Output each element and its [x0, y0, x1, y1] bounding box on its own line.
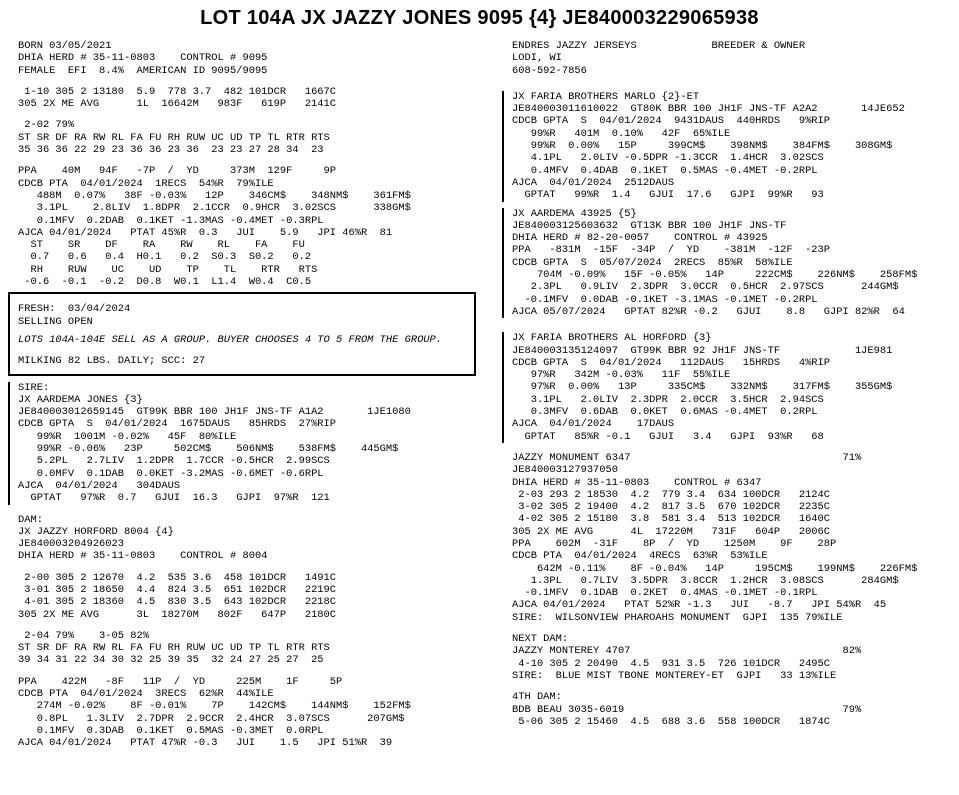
- classification-block: [18, 119, 493, 156]
- dam-classification-block: [18, 630, 493, 667]
- text-line: AJCA 04/01/2024 PTAT 47%R -0.3 JUI 1.5 JPI 51%R 39: [18, 737, 393, 750]
- text-line: DHIA HERD # 35-11-0803 CONTROL # 6347: [512, 476, 762, 489]
- text-line: GPTAT 85%R -0.1 GJUI 3.4 GJPI 93%R 68: [512, 430, 824, 443]
- text-line: 0.3MFV 0.6DAB 0.0KET 0.6MAS -0.4MET 0.2RPL: [512, 406, 818, 419]
- text-line: 0.0MFV 0.1DAB 0.0KET -3.2MAS -0.6MET -0.6RPL: [18, 467, 324, 480]
- text-line: 97%R 342M -0.03% 11F 55%ILE: [512, 369, 731, 382]
- text-line: JE840003011610022 GT80K BBR 100 JH1F JNS-TF A2A2 14JE652: [512, 103, 905, 116]
- text-line: 642M -0.11% 8F -0.04% 14P 195CM$ 199NM$ 226FM$: [512, 562, 918, 575]
- text-line: RH RUW UC UD TP TL RTR RTS: [18, 263, 318, 276]
- text-line: 4.1PL 2.0LIV -0.5DPR -1.3CCR 1.4HCR 3.02SCS: [512, 152, 824, 165]
- text-line: JX JAZZY HORFORD 8004 {4}: [18, 525, 174, 538]
- text-line: 0.7 0.6 0.4 H0.1 0.2 S0.3 S0.2 0.2: [18, 251, 312, 264]
- breeder-block: [512, 40, 952, 77]
- text-line: 97%R 0.00% 13P 335CM$ 332NM$ 317FM$ 355GM$: [512, 381, 893, 394]
- sire-block: [8, 382, 493, 505]
- text-line: FEMALE EFI 8.4% AMERICAN ID 9095/9095: [18, 64, 268, 77]
- text-line: 704M -0.09% 15F -0.05% 14P 222CM$ 226NM$ 258FM$: [512, 269, 918, 282]
- text-line: 99%R 0.00% 15P 399CM$ 398NM$ 384FM$ 308GM$: [512, 140, 893, 153]
- fresh-selling-box: [8, 292, 476, 375]
- aardema-block: [502, 208, 952, 319]
- text-line: CDCB PTA 04/01/2024 3RECS 62%R 44%ILE: [18, 688, 274, 701]
- production-records-block: [18, 86, 493, 111]
- text-line: ST SR DF RA RW RL FA FU RH RUW UC UD TP TL RTR RTS: [18, 131, 330, 144]
- text-line: AJCA 04/01/2024 17DAUS: [512, 418, 675, 431]
- text-line: 5.2PL 2.7LIV 1.2DPR 1.7CCR -0.5HCR 2.99SCS: [18, 455, 330, 468]
- text-line: DHIA HERD # 35-11-0803 CONTROL # 9095: [18, 52, 268, 65]
- genetics-block: [18, 165, 493, 288]
- text-line: 488M 0.07% 38F -0.03% 12P 346CM$ 348NM$ 361FM$: [18, 189, 411, 202]
- text-line: 2-02 79%: [18, 119, 75, 132]
- text-line: 0.1MFV 0.3DAB 0.1KET 0.5MAS -0.3MET 0.0RPL: [18, 724, 324, 737]
- text-line: 0.4MFV 0.4DAB 0.1KET 0.5MAS -0.4MET -0.2RPL: [512, 164, 818, 177]
- text-line: PPA 40M 94F -7P / YD 373M 129F 9P: [18, 165, 337, 178]
- text-line: CDCB GPTA S 04/01/2024 1675DAUS 85HRDS 27%RIP: [18, 418, 337, 431]
- text-line: JE840003135124097 GT99K BBR 92 JH1F JNS-TF 1JE981: [512, 344, 893, 357]
- next-dam-block: [512, 633, 952, 682]
- text-line: 0.8PL 1.3LIV 2.7DPR 2.9CCR 2.4HCR 3.07SCS 207GM$: [18, 712, 405, 725]
- text-line: AJCA 04/01/2024 304DAUS: [18, 479, 181, 492]
- text-line: JAZZY MONTEREY 4707 82%: [512, 645, 862, 658]
- text-line: 2.3PL 0.9LIV 2.3DPR 3.0CCR 0.5HCR 2.97SCS 244GM$: [512, 281, 899, 294]
- milking-note: MILKING 82 LBS. DAILY; SCC: 27: [18, 355, 206, 368]
- text-line: CDCB PTA 04/01/2024 4RECS 63%R 53%ILE: [512, 550, 768, 563]
- text-line: -0.6 -0.1 -0.2 D0.8 W0.1 L1.4 W0.4 C0.5: [18, 276, 312, 289]
- text-line: CDCB GPTA S 04/01/2024 112DAUS 15HRDS 4%RIP: [512, 356, 831, 369]
- text-line: SIRE:: [18, 381, 50, 394]
- text-line: SIRE: BLUE MIST TBONE MONTEREY-ET GJPI 33 13%ILE: [512, 669, 837, 682]
- text-line: 4-02 305 2 15180 3.8 581 3.4 513 102DCR 1640C: [512, 513, 831, 526]
- dam-genetics-block: [18, 676, 493, 750]
- text-line: BDB BEAU 3035-6019 79%: [512, 703, 862, 716]
- text-line: ST SR DF RA RW RL FA FU RH RUW UC UD TP TL RTR RTS: [18, 642, 330, 655]
- animal-header-block: [18, 40, 493, 77]
- text-line: 35 36 36 22 29 23 36 36 23 36 23 23 27 28 34 23: [18, 144, 324, 157]
- text-line: 5-06 305 2 15460 4.5 688 3.6 558 100DCR 1874C: [512, 715, 831, 728]
- text-line: ST SR DF RA RW RL FA FU: [18, 239, 305, 252]
- text-line: 4-01 305 2 18360 4.5 830 3.5 643 102DCR 2218C: [18, 596, 337, 609]
- text-line: 2-04 79% 3-05 82%: [18, 629, 149, 642]
- second-dam-block: [512, 452, 952, 624]
- text-line: AJCA 04/01/2024 2512DAUS: [512, 176, 675, 189]
- text-line: JX AARDEMA 43925 {5}: [512, 207, 637, 220]
- text-line: JAZZY MONUMENT 6347 71%: [512, 451, 862, 464]
- text-line: DAM:: [18, 513, 43, 526]
- text-line: 305 2X ME AVG 3L 18270M 802F 647P 2180C: [18, 608, 337, 621]
- text-line: 4-10 305 2 20490 4.5 931 3.5 726 101DCR 2495C: [512, 657, 831, 670]
- dam-records-block: [18, 572, 493, 621]
- fresh-date: FRESH: 03/04/2024: [18, 303, 131, 316]
- text-line: SIRE: WILSONVIEW PHAROAHS MONUMENT GJPI 135 79%ILE: [512, 611, 843, 624]
- dam-header-block: [18, 514, 493, 563]
- text-line: -0.1MFV 0.1DAB 0.2KET 0.4MAS -0.1MET -0.1RPL: [512, 587, 818, 600]
- text-line: 274M -0.02% 8F -0.01% 7P 142CM$ 144NM$ 152FM$: [18, 700, 411, 713]
- text-line: 608-592-7856: [512, 64, 587, 77]
- maternal-grandsire-block: [502, 91, 952, 202]
- text-line: JX FARIA BROTHERS MARLO {2}-ET: [512, 90, 700, 103]
- text-line: 39 34 31 22 34 30 32 25 39 35 32 24 27 25 27 25: [18, 654, 324, 667]
- text-line: AJCA 04/01/2024 PTAT 52%R -1.3 JUI -8.7 JPI 54%R 45: [512, 599, 887, 612]
- text-line: LODI, WI: [512, 52, 562, 65]
- text-line: BORN 03/05/2021: [18, 40, 112, 52]
- text-line: 305 2X ME AVG 1L 16642M 983F 619P 2141C: [18, 98, 337, 111]
- text-line: PPA 422M -8F 11P / YD 225M 1F 5P: [18, 675, 343, 688]
- text-line: AJCA 05/07/2024 GPTAT 82%R -0.2 GJUI 8.8 GJPI 82%R 64: [512, 305, 905, 318]
- text-line: 99%R 401M 0.10% 42F 65%ILE: [512, 127, 731, 140]
- text-line: PPA -831M -15F -34P / YD -381M -12F -23P: [512, 244, 831, 257]
- text-line: 4TH DAM:: [512, 691, 562, 704]
- text-line: PPA 602M -31F 8P / YD 1250M 9F 28P: [512, 537, 837, 550]
- left-column: [18, 40, 493, 750]
- text-line: DHIA HERD # 35-11-0803 CONTROL # 8004: [18, 550, 268, 563]
- text-line: -0.1MFV 0.0DAB -0.1KET -3.1MAS -0.1MET -0.2RPL: [512, 293, 818, 306]
- text-line: JX AARDEMA JONES {3}: [18, 393, 143, 406]
- text-line: GPTAT 99%R 1.4 GJUI 17.6 GJPI 99%R 93: [512, 189, 824, 202]
- text-line: 2-00 305 2 12670 4.2 535 3.6 458 101DCR 1491C: [18, 571, 337, 584]
- fourth-dam-block: [512, 691, 952, 728]
- text-line: 1.3PL 0.7LIV 3.5DPR 3.8CCR 1.2HCR 3.08SCS 284GM$: [512, 574, 899, 587]
- text-line: 2-03 293 2 18530 4.2 779 3.4 634 100DCR 2124C: [512, 488, 831, 501]
- text-line: 99%R -0.06% 23P 502CM$ 506NM$ 538FM$ 445GM$: [18, 443, 399, 456]
- text-line: 1-10 305 2 13180 5.9 778 3.7 482 101DCR 1667C: [18, 85, 337, 98]
- selling-status: SELLING OPEN: [18, 315, 93, 328]
- horford-block: [502, 332, 952, 443]
- text-line: 0.1MFV 0.2DAB 0.1KET -1.3MAS -0.4MET -0.3RPL: [18, 214, 324, 227]
- group-note: LOTS 104A-104E SELL AS A GROUP. BUYER CHOOSES 4 TO 5 FROM THE GROUP.: [18, 333, 443, 346]
- text-line: JE840003204926023: [18, 538, 125, 551]
- text-line: 3-02 305 2 19400 4.2 817 3.5 670 102DCR 2235C: [512, 501, 831, 514]
- right-column: [512, 40, 952, 728]
- text-line: DHIA HERD # 82-20-0057 CONTROL # 43925: [512, 232, 768, 245]
- text-line: GPTAT 97%R 0.7 GJUI 16.3 GJPI 97%R 121: [18, 492, 330, 505]
- text-line: 3.1PL 2.8LIV 1.8DPR 2.1CCR 0.9HCR 3.02SCS 338GM$: [18, 202, 411, 215]
- text-line: 3.1PL 2.0LIV 2.3DPR 2.0CCR 3.5HCR 2.94SCS: [512, 393, 824, 406]
- text-line: AJCA 04/01/2024 PTAT 45%R 0.3 JUI 5.9 JPI 46%R 81: [18, 226, 393, 239]
- text-line: 305 2X ME AVG 4L 17220M 731F 604P 2006C: [512, 525, 831, 538]
- text-line: CDCB GPTA S 05/07/2024 2RECS 85%R 58%ILE: [512, 256, 793, 269]
- text-line: ENDRES JAZZY JERSEYS BREEDER & OWNER: [512, 40, 806, 52]
- text-line: CDCB GPTA S 04/01/2024 9431DAUS 440HRDS 9%RIP: [512, 115, 831, 128]
- text-line: JE840003012659145 GT99K BBR 100 JH1F JNS-TF A1A2 1JE1080: [18, 406, 411, 419]
- text-line: JE840003127937050: [512, 464, 619, 477]
- lot-title: LOT 104A JX JAZZY JONES 9095 {4} JE840003229065938: [200, 7, 759, 29]
- text-line: JX FARIA BROTHERS AL HORFORD {3}: [512, 332, 712, 345]
- text-line: JE840003125603632 GT13K BBR 100 JH1F JNS-TF: [512, 219, 787, 232]
- text-line: NEXT DAM:: [512, 633, 569, 646]
- text-line: CDCB PTA 04/01/2024 1RECS 54%R 79%ILE: [18, 177, 274, 190]
- text-line: 3-01 305 2 18650 4.4 824 3.5 651 102DCR 2219C: [18, 583, 337, 596]
- text-line: 99%R 1001M -0.02% 45F 80%ILE: [18, 430, 237, 443]
